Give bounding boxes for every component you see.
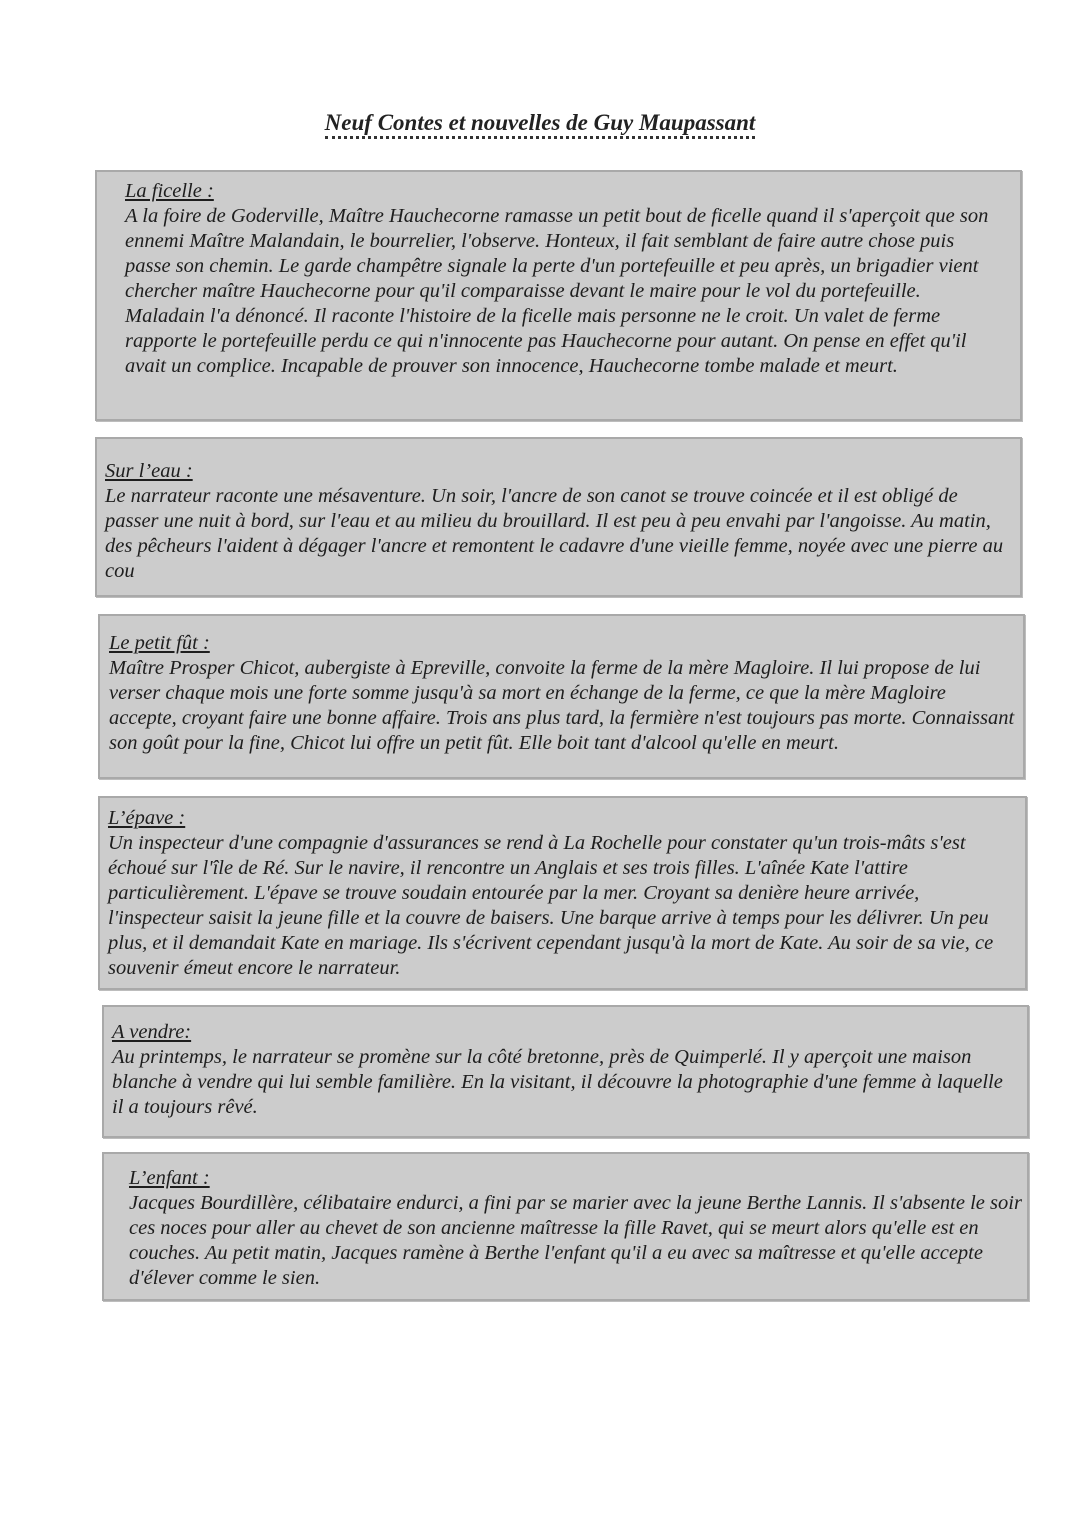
story-heading: L’épave :	[108, 807, 186, 829]
story-summary: A la foire de Goderville, Maître Hauchecorne ramasse un petit bout de ficelle quand il s'aperçoit que son ennemi Maître Malandain, le bourrelier, l'observe. Honteux, il fait semblant de faire autre chose puis passe son chemin. Le garde champêtre signale la perte d'un portefeuille et peu après, un brigadier vient chercher maître Hauchecorne pour qu'il comparaisse devant le maire pour le vol du portefeuille. Maladain l'a dénoncé. Il raconte l'histoire de la ficelle mais personne ne le croit. Un valet de ferme rapporte le portefeuille perdu ce qui n'innocente pas Hauchecorne pour autant. On pense en effet qu'il avait un complice. Incapable de prouver son innocence, Hauchecorne tombe malade et meurt.	[125, 205, 989, 377]
story-summary: Un inspecteur d'une compagnie d'assurances se rend à La Rochelle pour constater qu'un trois-mâts s'est échoué sur l'île de Ré. Sur le navire, il rencontre un Anglais et ses trois filles. L'aînée Kate l'attire particulièrement. L'épave se trouve soudain entourée par la mer. Croyant sa denière heure arrivée, l'inspecteur saisit la jeune fille et la couvre de baisers. Une barque arrive à temps pour les délivrer. Un peu plus, et il demandait Kate en mariage. Ils s'écrivent cependant jusqu'à la mort de Kate. Au soir de sa vie, ce souvenir émeut encore le narrateur.	[108, 832, 994, 979]
story-box-le-petit-fut	[98, 614, 1025, 779]
story-box-sur-l-eau	[95, 437, 1022, 597]
story-heading: A vendre:	[112, 1021, 192, 1043]
story-box-a-vendre	[102, 1005, 1029, 1138]
story-box-la-ficelle	[95, 170, 1022, 421]
story-heading: Sur l’eau :	[105, 460, 193, 482]
story-summary: Le narrateur raconte une mésaventure. Un soir, l'ancre de son canot se trouve coincée et il est obligé de passer une nuit à bord, sur l'eau et au milieu du brouillard. Il est peu à peu envahi par l'angoisse. Au matin, des pêcheurs l'aident à dégager l'ancre et remontent le cadavre d'une vieille femme, noyée avec une pierre au cou	[105, 485, 1004, 582]
story-summary: Maître Prosper Chicot, aubergiste à Epreville, convoite la ferme de la mère Magloire. Il lui propose de lui verser chaque mois une forte somme jusqu'à sa mort en échange de la ferme, ce que la mère Magloire accepte, croyant faire une bonne affaire. Trois ans plus tard, la fermière n'est toujours pas morte. Connaissant son goût pour la fine, Chicot lui offre un petit fût. Elle boit tant d'alcool qu'elle en meurt.	[109, 657, 1015, 754]
story-heading: Le petit fût :	[109, 632, 210, 654]
story-summary: Au printemps, le narrateur se promène sur la côté bretonne, près de Quimperlé. Il y aperçoit une maison blanche à vendre qui lui semble familière. En la visitant, il découvre la photographie d'une femme à laquelle il a toujours rêvé.	[112, 1046, 1003, 1118]
page-title	[0, 110, 1080, 136]
page-title-text: Neuf Contes et nouvelles de Guy Maupassant	[325, 110, 756, 139]
story-heading: L’enfant :	[129, 1167, 210, 1189]
story-summary: Jacques Bourdillère, célibataire endurci, a fini par se marier avec la jeune Berthe Lannis. Il s'absente le soir ces noces pour aller au chevet de son ancienne maîtresse la fille Ravet, qui se meurt alors qu'elle est en couches. Au petit matin, Jacques ramène à Berthe l'enfant qu'il a eu avec sa maîtresse et qu'elle accepte d'élever comme le sien.	[129, 1192, 1022, 1289]
story-heading: La ficelle :	[125, 180, 214, 202]
story-box-l-epave	[98, 796, 1027, 990]
story-box-l-enfant	[102, 1152, 1029, 1301]
